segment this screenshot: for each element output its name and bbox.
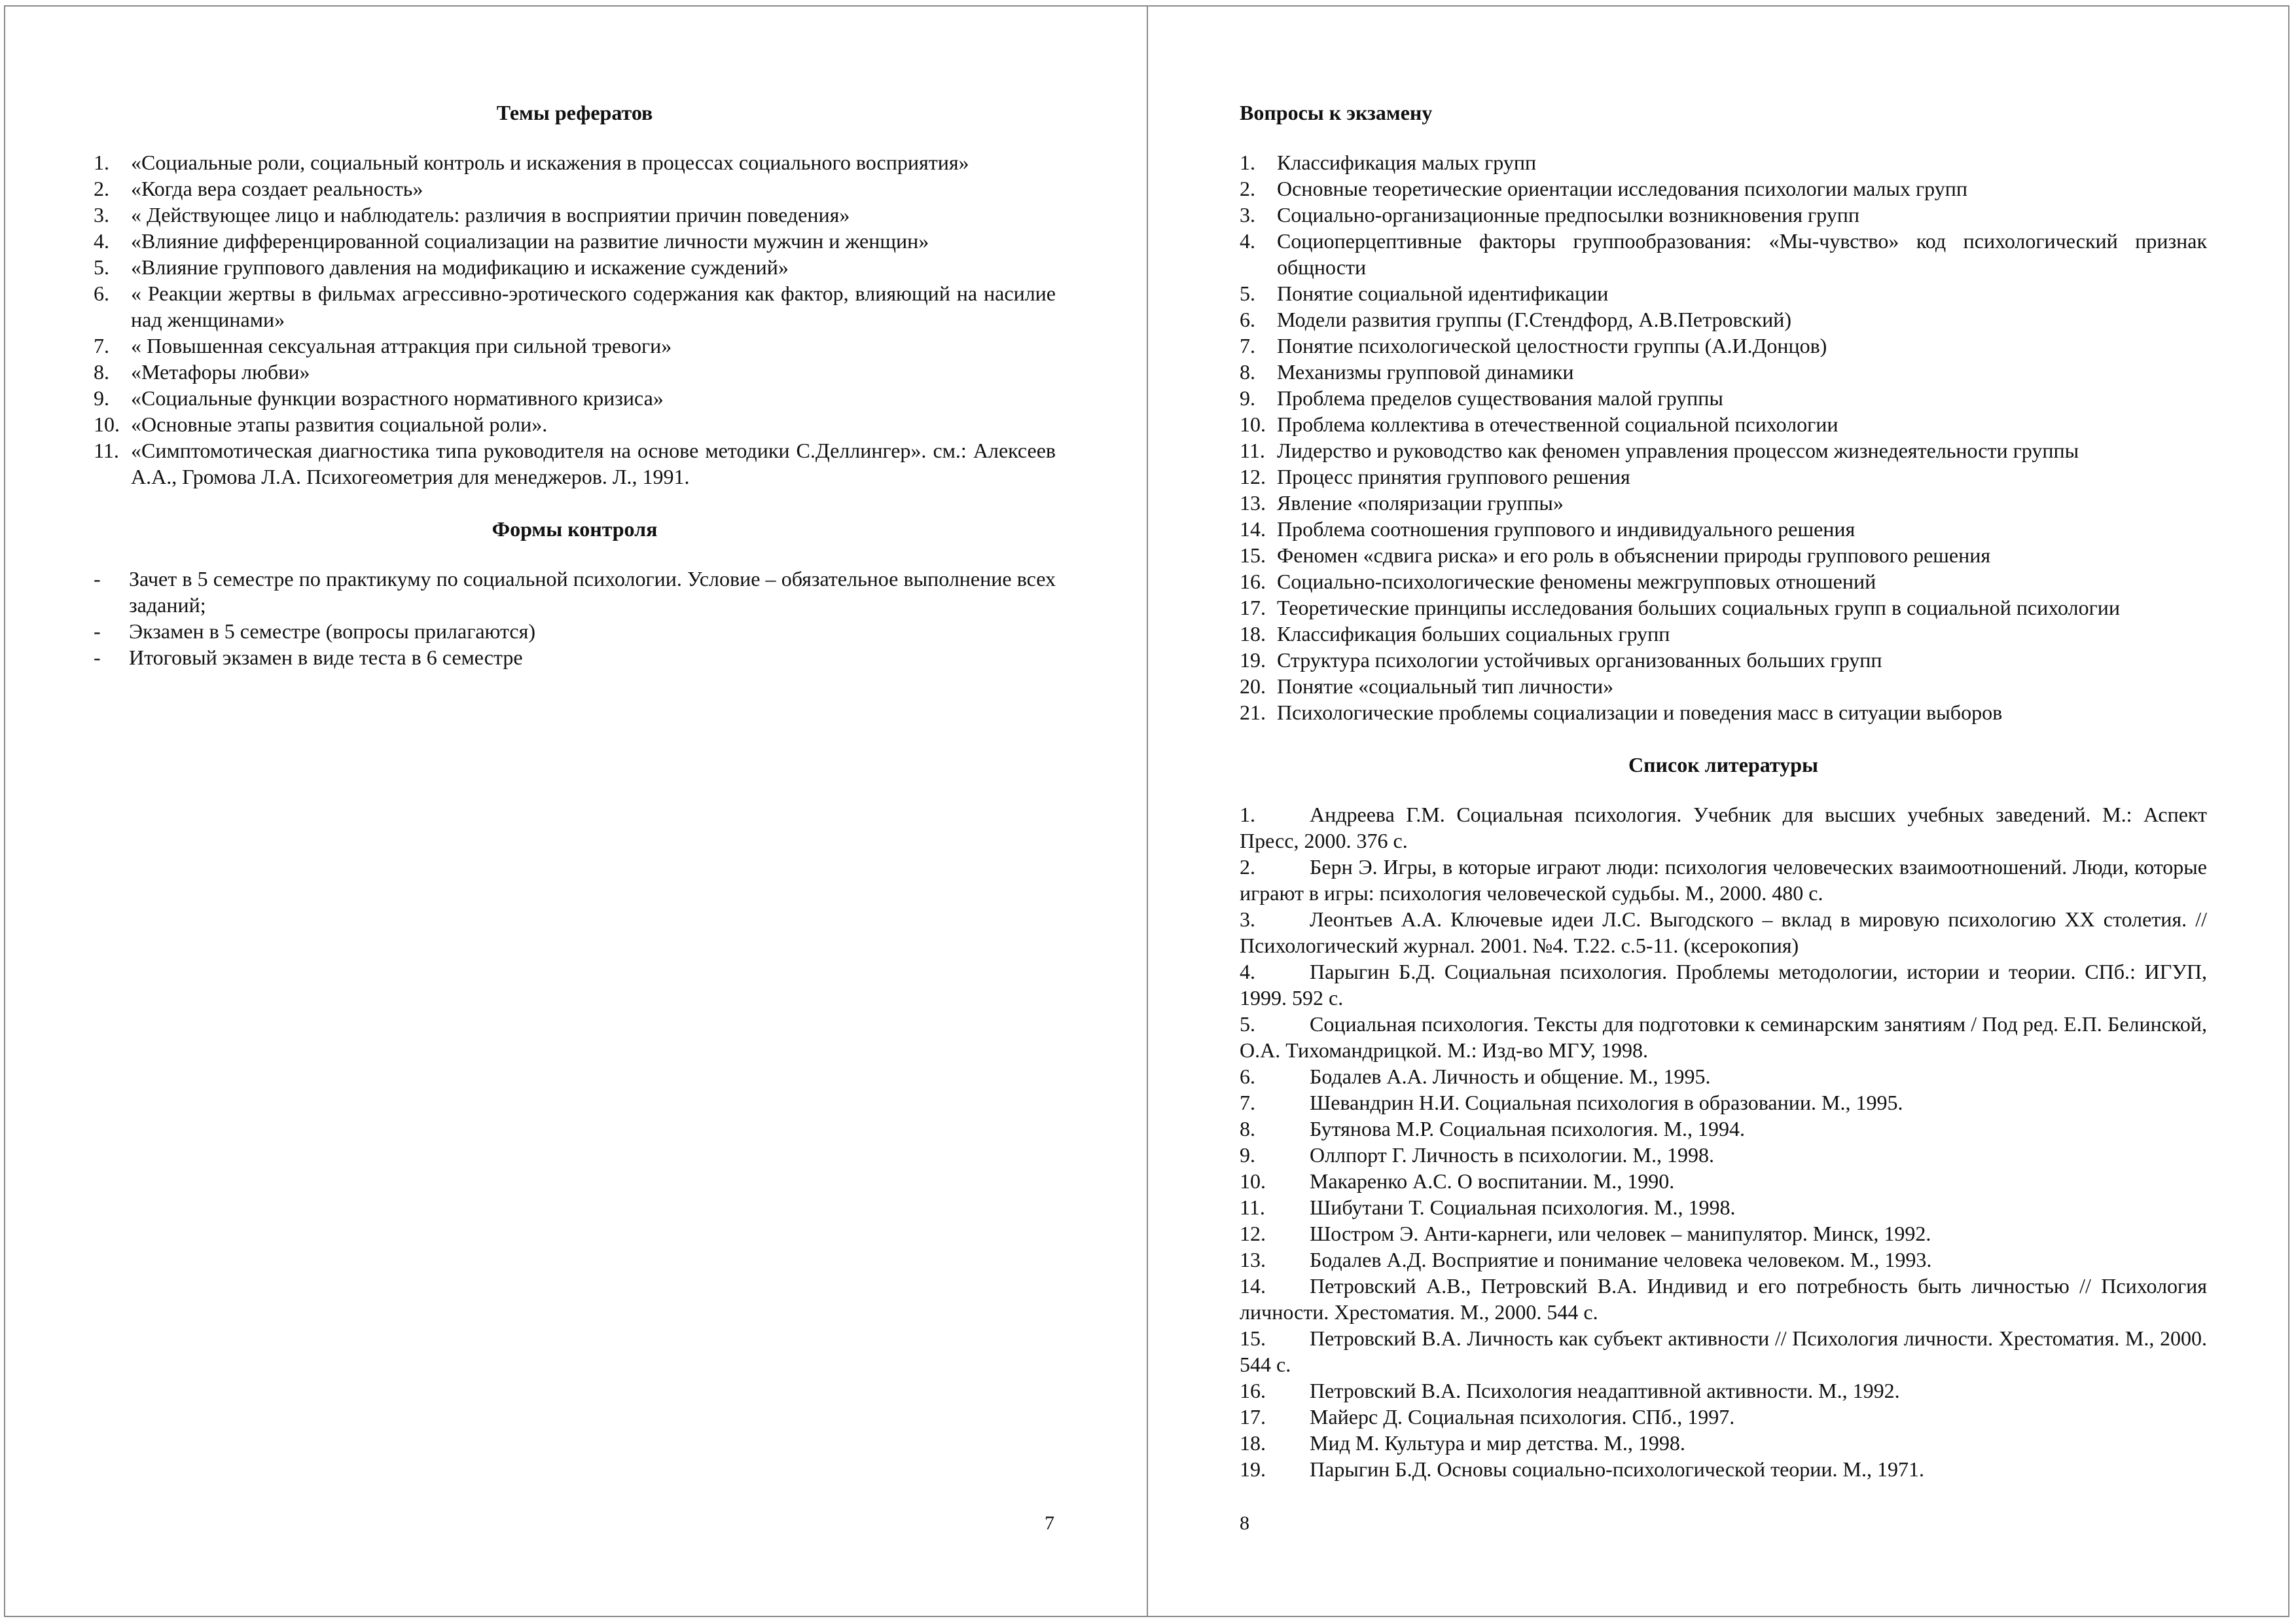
list-item (94, 359, 1056, 385)
item-text: Мид М. Культура и мир детства. М., 1998. (1310, 1431, 1685, 1455)
list-item (1240, 854, 2207, 906)
item-number: 6. (1240, 1065, 1255, 1088)
item-text: Социоперцептивные факторы группообразования: «Мы-чувство» код психологический признак общности (1277, 229, 2207, 279)
item-number: 10. (1240, 1169, 1266, 1193)
item-text: Парыгин Б.Д. Социальная психология. Проблемы методологии, истории и теории. СПб.: ИГУП, 1999. 592 с. (1240, 960, 2207, 1010)
item-text: «Влияние дифференцированной социализации на развитие личности мужчин и женщин» (131, 229, 929, 253)
list-item (1240, 568, 2207, 594)
list-item (1240, 228, 2207, 280)
list-item (94, 566, 1056, 618)
item-number: 9. (1240, 1143, 1255, 1167)
item-number: 15. (1240, 1326, 1266, 1350)
item-number: 10. (1240, 412, 1266, 436)
right-page-content (1240, 93, 2207, 1482)
item-text: Бодалев А.Д. Восприятие и понимание человека человеком. М., 1993. (1310, 1248, 1932, 1271)
list-item (94, 175, 1056, 202)
item-text: Петровский В.А. Психология неадаптивной активности. М., 1992. (1310, 1379, 1900, 1402)
item-bullet: - (94, 619, 101, 643)
item-text: « Действующее лицо и наблюдатель: различия в восприятии причин поведения» (131, 203, 850, 227)
item-text: Проблема соотношения группового и индивидуального решения (1277, 517, 1856, 541)
item-text: Основные теоретические ориентации исследования психологии малых групп (1277, 177, 1967, 200)
item-number: 7. (94, 334, 109, 357)
item-number: 17. (1240, 1405, 1266, 1429)
item-number: 5. (1240, 282, 1255, 305)
list-item (1240, 542, 2207, 568)
list-item (1240, 1247, 2207, 1273)
item-text: Макаренко А.С. О воспитании. М., 1990. (1310, 1169, 1675, 1193)
item-text: Бодалев А.А. Личность и общение. М., 1995. (1310, 1065, 1711, 1088)
item-text: «Метафоры любви» (131, 360, 310, 384)
item-number: 1. (1240, 151, 1255, 174)
item-text: Берн Э. Игры, в которые играют люди: психология человеческих взаимоотношений. Люди, которые играют в игры: психология человеческой судьбы. М., 2000. 480 с. (1240, 855, 2207, 905)
list-item (1240, 385, 2207, 411)
item-number: 11. (1240, 439, 1265, 462)
item-number: 3. (1240, 907, 1255, 931)
list-item (1240, 516, 2207, 542)
list-item (94, 149, 1056, 175)
list-item (1240, 1220, 2207, 1247)
item-text: Оллпорт Г. Личность в психологии. М., 1998. (1310, 1143, 1714, 1167)
item-number: 6. (1240, 308, 1255, 331)
list-item (1240, 1377, 2207, 1404)
list-item (94, 644, 1056, 670)
item-text: «Основные этапы развития социальной роли». (131, 412, 548, 436)
list-item (1240, 202, 2207, 228)
item-number: 20. (1240, 674, 1266, 698)
page-number: 7 (1045, 1512, 1054, 1534)
item-text: Механизмы групповой динамики (1277, 360, 1574, 384)
item-number: 2. (1240, 177, 1255, 200)
list-item (1240, 699, 2207, 725)
item-text: Явление «поляризации группы» (1277, 491, 1564, 515)
list-item (1240, 1168, 2207, 1194)
item-text: Понятие «социальный тип личности» (1277, 674, 1614, 698)
item-text: Зачет в 5 семестре по практикуму по социальной психологии. Условие – обязательное выполнение всех заданий; (129, 567, 1056, 617)
item-text: Шевандрин Н.И. Социальная психология в образовании. М., 1995. (1310, 1091, 1903, 1114)
item-text: Петровский В.А. Личность как субъект активности // Психология личности. Хрестоматия. М., 2000. 544 с. (1240, 1326, 2207, 1376)
item-number: 11. (1240, 1195, 1265, 1219)
item-text: «Влияние группового давления на модификацию и искажение суждений» (131, 255, 789, 279)
item-text: Социально-организационные предпосылки возникновения групп (1277, 203, 1859, 227)
item-text: Теоретические принципы исследования больших социальных групп в социальной психологии (1277, 596, 2120, 619)
item-text: Экзамен в 5 семестре (вопросы прилагаются) (129, 619, 535, 643)
list-item (1240, 1430, 2207, 1456)
item-text: Структура психологии устойчивых организованных больших групп (1277, 648, 1882, 672)
list-item (1240, 801, 2207, 854)
item-text: Понятие психологической целостности группы (А.И.Донцов) (1277, 334, 1827, 357)
item-number: 13. (1240, 491, 1266, 515)
item-text: Шибутани Т. Социальная психология. М., 1998. (1310, 1195, 1736, 1219)
item-text: Андреева Г.М. Социальная психология. Учебник для высших учебных заведений. М.: Аспект Пресс, 2000. 376 с. (1240, 803, 2207, 852)
list-item (1240, 149, 2207, 175)
item-number: 8. (94, 360, 109, 384)
item-number: 3. (94, 203, 109, 227)
item-text: «Симптомотическая диагностика типа руководителя на основе методики С.Деллингер». см.: Алексеев А.А., Громова Л.А. Психогеометрия для менеджеров. Л., 1991. (131, 439, 1056, 488)
list-item (1240, 333, 2207, 359)
item-number: 7. (1240, 1091, 1255, 1114)
item-number: 6. (94, 282, 109, 305)
item-number: 9. (94, 386, 109, 410)
list-item (1240, 594, 2207, 621)
item-text: Петровский А.В., Петровский В.А. Индивид и его потребность быть личностью // Психология личности. Хрестоматия. М., 2000. 544 с. (1240, 1274, 2207, 1324)
item-number: 4. (94, 229, 109, 253)
list-item (1240, 621, 2207, 647)
list-item (1240, 1089, 2207, 1116)
item-number: 19. (1240, 648, 1266, 672)
item-bullet: - (94, 567, 101, 591)
item-number: 2. (1240, 855, 1255, 879)
item-text: Психологические проблемы социализации и поведения масс в ситуации выборов (1277, 701, 2003, 724)
item-number: 1. (1240, 803, 1255, 826)
item-text: «Социальные функции возрастного нормативного кризиса» (131, 386, 664, 410)
list-item (1240, 647, 2207, 673)
item-text: Бутянова М.Р. Социальная психология. М., 1994. (1310, 1117, 1746, 1140)
item-text: Социальная психология. Тексты для подготовки к семинарским занятиям / Под ред. Е.П. Белинской, О.А. Тихомандрицкой. М.: Изд-во МГУ, 1998. (1240, 1012, 2207, 1062)
item-number: 5. (94, 255, 109, 279)
item-number: 5. (1240, 1012, 1255, 1036)
right-page (1148, 0, 2296, 1623)
control-title: Формы контроля (492, 517, 658, 541)
item-number: 16. (1240, 570, 1266, 593)
list-item (1240, 1404, 2207, 1430)
item-number: 12. (1240, 465, 1266, 488)
item-text: « Реакции жертвы в фильмах агрессивно-эротического содержания как фактор, влияющий на насилие над женщинами» (131, 282, 1056, 331)
item-number: 10. (94, 412, 120, 436)
list-item (94, 437, 1056, 490)
item-number: 8. (1240, 360, 1255, 384)
list-item (1240, 306, 2207, 333)
item-number: 18. (1240, 1431, 1266, 1455)
item-number: 3. (1240, 203, 1255, 227)
item-number: 14. (1240, 517, 1266, 541)
control-list (94, 566, 1056, 670)
item-number: 17. (1240, 596, 1266, 619)
list-item (1240, 411, 2207, 437)
list-item (94, 411, 1056, 437)
exam-questions-list (1240, 149, 2207, 725)
item-text: Социально-психологические феномены межгрупповых отношений (1277, 570, 1876, 593)
item-number: 14. (1240, 1274, 1266, 1298)
item-text: «Когда вера создает реальность» (131, 177, 423, 200)
list-item (1240, 359, 2207, 385)
item-text: Понятие социальной идентификации (1277, 282, 1609, 305)
list-item (94, 280, 1056, 333)
list-item (94, 618, 1056, 644)
list-item (1240, 1456, 2207, 1482)
list-item (1240, 1325, 2207, 1377)
list-item (1240, 1194, 2207, 1220)
item-number: 16. (1240, 1379, 1266, 1402)
item-text: Проблема пределов существования малой группы (1277, 386, 1723, 410)
item-number: 19. (1240, 1457, 1266, 1481)
abstracts-title: Темы рефератов (496, 101, 653, 124)
list-item (1240, 1142, 2207, 1168)
item-text: Леонтьев А.А. Ключевые идеи Л.С. Выгодского – вклад в мировую психологию XX столетия. // Психологический журнал. 2001. №4. Т.22. с.5-11. (ксерокопия) (1240, 907, 2207, 957)
list-item (1240, 175, 2207, 202)
list-item (94, 228, 1056, 254)
list-item (1240, 1116, 2207, 1142)
item-text: Модели развития группы (Г.Стендфорд, А.В.Петровский) (1277, 308, 1792, 331)
item-number: 15. (1240, 543, 1266, 567)
item-text: « Повышенная сексуальная аттракция при сильной тревоги» (131, 334, 672, 357)
item-text: Парыгин Б.Д. Основы социально-психологической теории. М., 1971. (1310, 1457, 1924, 1481)
list-item (94, 254, 1056, 280)
exam-title: Вопросы к экзамену (1240, 101, 1433, 124)
item-text: Проблема коллектива в отечественной социальной психологии (1277, 412, 1839, 436)
item-text: Процесс принятия группового решения (1277, 465, 1630, 488)
item-number: 4. (1240, 960, 1255, 983)
list-item (1240, 437, 2207, 464)
list-item (94, 202, 1056, 228)
list-item (1240, 1063, 2207, 1089)
list-item (1240, 280, 2207, 306)
item-text: «Социальные роли, социальный контроль и искажения в процессах социального восприятия» (131, 151, 969, 174)
list-item (94, 333, 1056, 359)
item-number: 9. (1240, 386, 1255, 410)
item-number: 2. (94, 177, 109, 200)
list-item (1240, 1273, 2207, 1325)
page-number: 8 (1240, 1512, 1249, 1534)
list-item (1240, 906, 2207, 958)
literature-list (1240, 801, 2207, 1482)
item-bullet: - (94, 646, 101, 669)
list-item (1240, 464, 2207, 490)
left-page (0, 0, 1147, 1623)
abstracts-list (94, 149, 1056, 490)
item-text: Шостром Э. Анти-карнеги, или человек – манипулятор. Минск, 1992. (1310, 1222, 1931, 1245)
item-text: Феномен «сдвига риска» и его роль в объяснении природы группового решения (1277, 543, 1991, 567)
item-text: Классификация малых групп (1277, 151, 1537, 174)
item-number: 18. (1240, 622, 1266, 646)
list-item (1240, 1011, 2207, 1063)
list-item (1240, 958, 2207, 1011)
item-number: 21. (1240, 701, 1266, 724)
item-number: 12. (1240, 1222, 1266, 1245)
item-number: 4. (1240, 229, 1255, 253)
item-text: Классификация больших социальных групп (1277, 622, 1670, 646)
item-number: 7. (1240, 334, 1255, 357)
list-item (94, 385, 1056, 411)
item-number: 8. (1240, 1117, 1255, 1140)
list-item (1240, 490, 2207, 516)
literature-title: Список литературы (1628, 753, 1818, 776)
item-number: 1. (94, 151, 109, 174)
list-item (1240, 673, 2207, 699)
left-page-content (94, 93, 1056, 670)
item-number: 11. (94, 439, 119, 462)
item-text: Лидерство и руководство как феномен управления процессом жизнедеятельности группы (1277, 439, 2079, 462)
item-text: Майерс Д. Социальная психология. СПб., 1997. (1310, 1405, 1735, 1429)
item-text: Итоговый экзамен в виде теста в 6 семестре (129, 646, 523, 669)
item-number: 13. (1240, 1248, 1266, 1271)
